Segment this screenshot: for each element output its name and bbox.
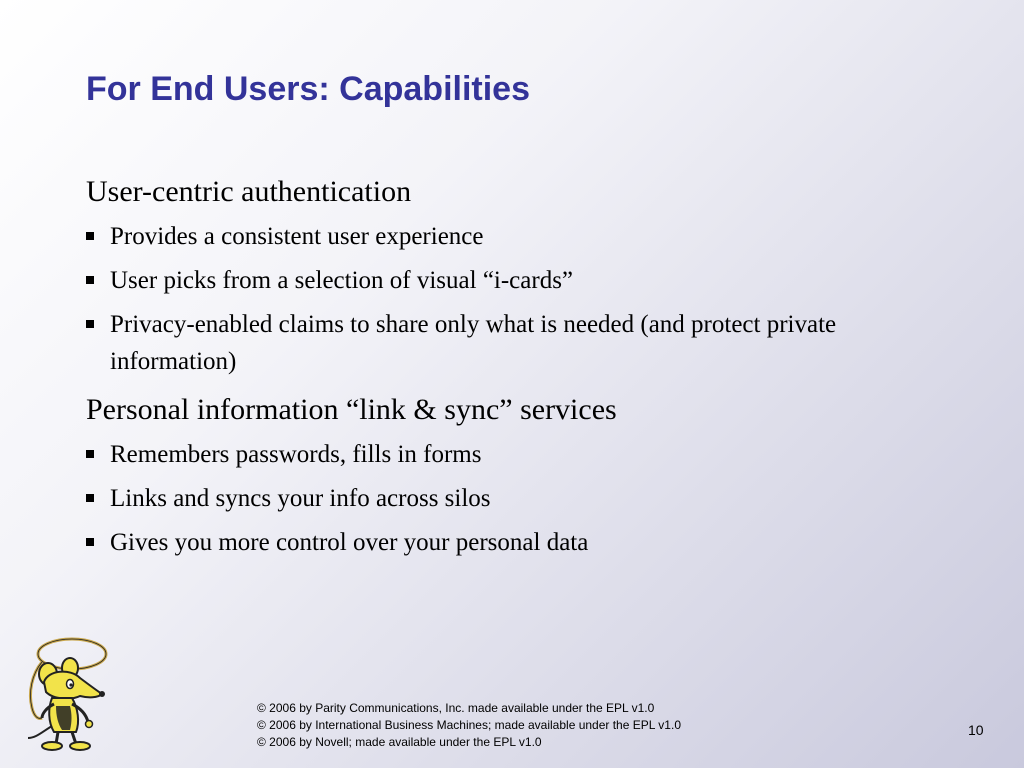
page-number: 10 <box>968 722 984 738</box>
copyright-line: © 2006 by Novell; made available under the EPL v1.0 <box>257 735 542 749</box>
bullet-list <box>86 436 946 561</box>
bullet-text: Gives you more control over your personal data <box>110 529 589 556</box>
square-bullet-icon <box>86 538 94 546</box>
bullet-text: Links and syncs your info across silos <box>110 485 491 512</box>
bullet-item <box>86 218 946 255</box>
slide-title: For End Users: Capabilities <box>86 70 530 108</box>
section-user-centric-authentication <box>86 172 946 380</box>
bullet-item <box>86 262 946 299</box>
section-heading: Personal information “link & sync” services <box>86 393 617 426</box>
bullet-item <box>86 480 946 517</box>
section-personal-information-services <box>86 390 946 561</box>
bullet-text: Privacy-enabled claims to share only what is needed (and protect private information) <box>110 311 837 375</box>
square-bullet-icon <box>86 232 94 240</box>
cowboy-mouse-mascot-icon <box>14 634 114 752</box>
bullet-item <box>86 436 946 473</box>
slide-content <box>86 172 946 568</box>
copyright-notice <box>257 700 681 751</box>
copyright-line: © 2006 by International Business Machines; made available under the EPL v1.0 <box>257 718 681 732</box>
section-heading: User-centric authentication <box>86 175 412 208</box>
square-bullet-icon <box>86 320 94 328</box>
bullet-text: Remembers passwords, fills in forms <box>110 441 482 468</box>
bullet-text: Provides a consistent user experience <box>110 223 484 250</box>
bullet-item <box>86 306 946 380</box>
square-bullet-icon <box>86 494 94 502</box>
bullet-text: User picks from a selection of visual “i-cards” <box>110 267 574 294</box>
square-bullet-icon <box>86 450 94 458</box>
square-bullet-icon <box>86 276 94 284</box>
bullet-item <box>86 524 946 561</box>
bullet-list <box>86 218 946 380</box>
copyright-line: © 2006 by Parity Communications, Inc. made available under the EPL v1.0 <box>257 701 655 715</box>
